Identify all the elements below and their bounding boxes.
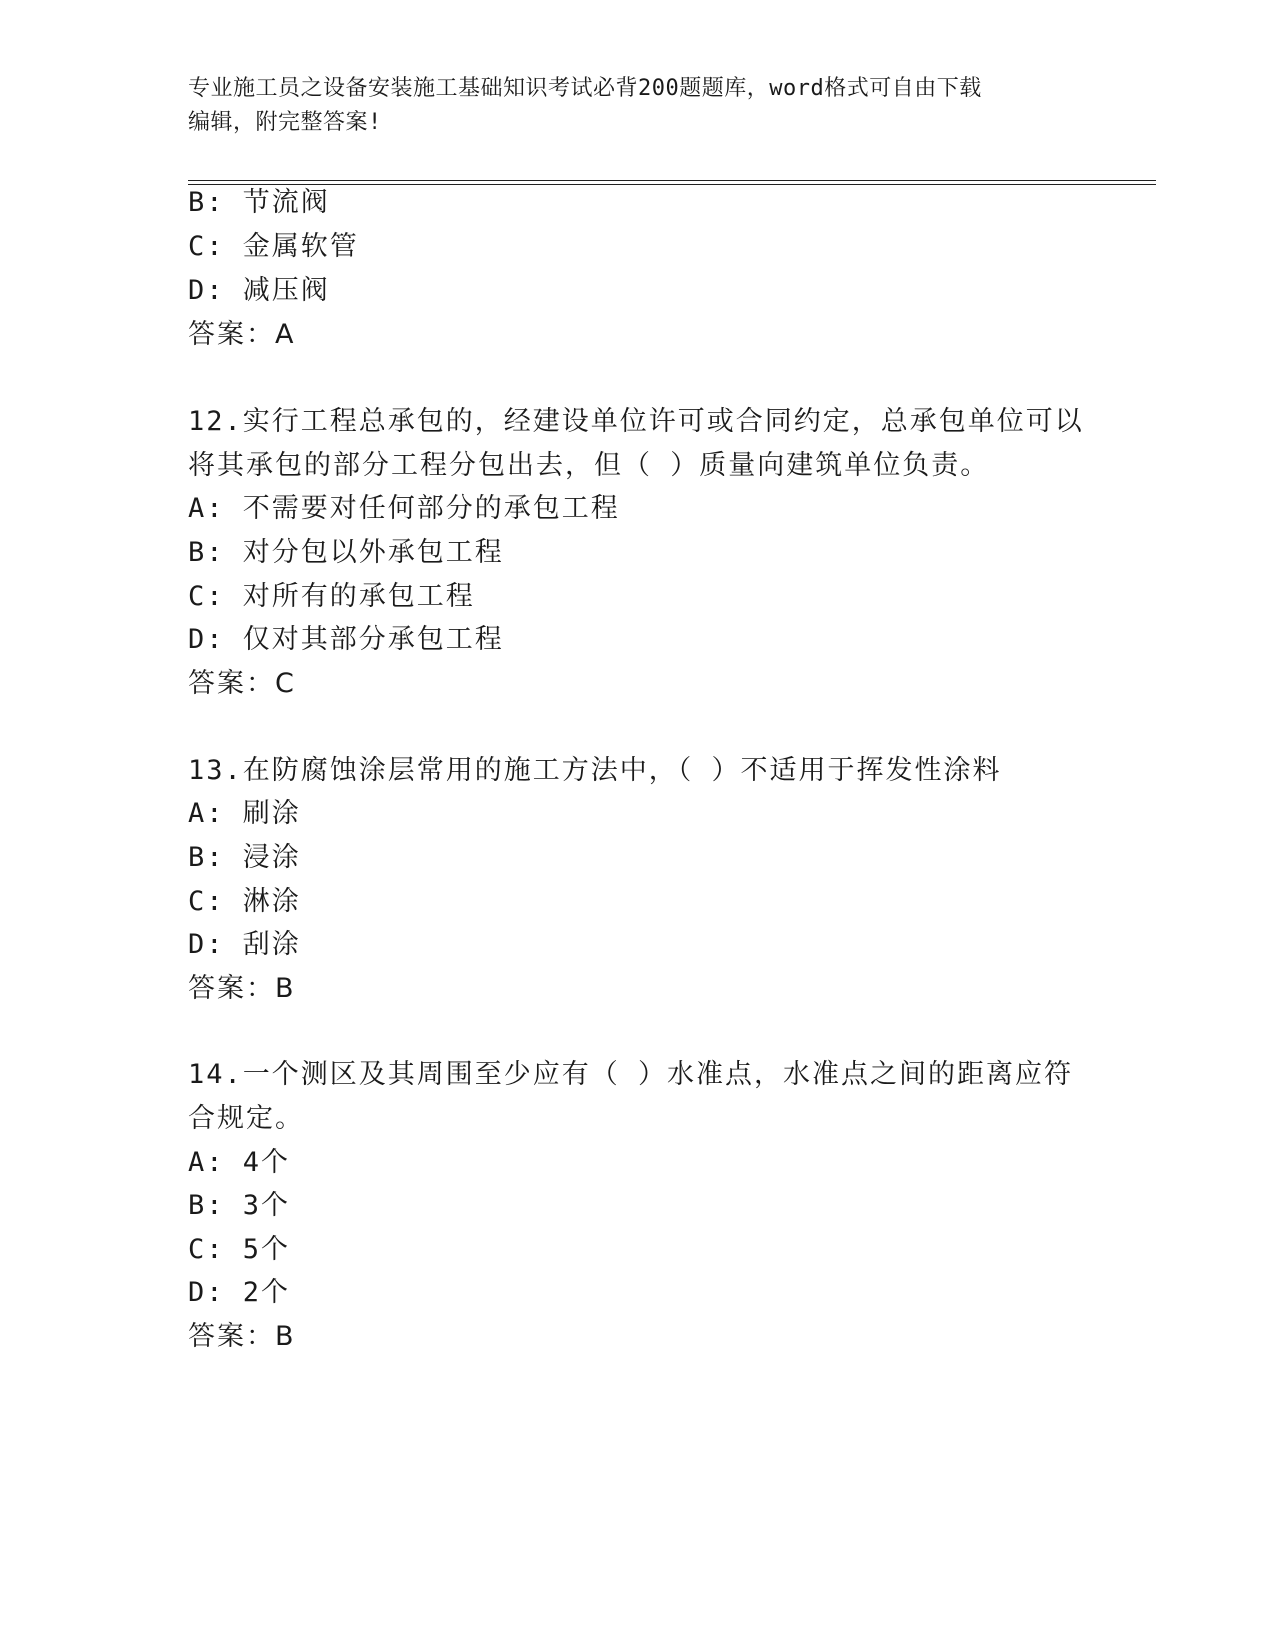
q12-option-d: D: 仅对其部分承包工程	[188, 624, 504, 655]
q11-option-c: C: 金属软管	[188, 231, 359, 262]
q14-option-d: D: 2个	[188, 1277, 291, 1308]
q13-option-d: D: 刮涂	[188, 929, 301, 960]
q12-option-c: C: 对所有的承包工程	[188, 581, 475, 612]
q11-option-d: D: 减压阀	[188, 275, 330, 306]
q14-stem-line-2: 合规定。	[188, 1103, 304, 1134]
q11-answer: 答案：A	[188, 319, 296, 350]
q12-option-a: A: 不需要对任何部分的承包工程	[188, 493, 620, 524]
header-title-line-2: 编辑，附完整答案!	[188, 110, 382, 135]
header-divider-bottom	[188, 184, 1156, 185]
q14-answer: 答案：B	[188, 1321, 296, 1352]
q13-option-c: C: 淋涂	[188, 886, 301, 917]
page-header	[188, 72, 1088, 140]
header-divider-top	[188, 180, 1156, 181]
q11-option-b: B: 节流阀	[188, 187, 330, 218]
q14-option-b: B: 3个	[188, 1190, 291, 1221]
q14-option-a: A: 4个	[188, 1147, 291, 1178]
q13-answer: 答案：B	[188, 973, 296, 1004]
q13-option-b: B: 浸涂	[188, 842, 301, 873]
q13-option-a: A: 刷涂	[188, 798, 301, 829]
q12-stem-line-2: 将其承包的部分工程分包出去，但（ ）质量向建筑单位负责。	[188, 450, 990, 481]
q14-option-c: C: 5个	[188, 1234, 291, 1265]
header-title-line-1: 专业施工员之设备安装施工基础知识考试必背200题题库，word格式可自由下载	[188, 76, 982, 101]
q13-stem-line-1: 13.在防腐蚀涂层常用的施工方法中，（ ）不适用于挥发性涂料	[188, 755, 1002, 786]
q12-stem-line-1: 12.实行工程总承包的，经建设单位许可或合同约定，总承包单位可以	[188, 406, 1084, 437]
q14-stem-line-1: 14.一个测区及其周围至少应有（ ）水准点，水准点之间的距离应符	[188, 1059, 1074, 1090]
q12-answer: 答案：C	[188, 668, 296, 699]
q12-option-b: B: 对分包以外承包工程	[188, 537, 504, 568]
